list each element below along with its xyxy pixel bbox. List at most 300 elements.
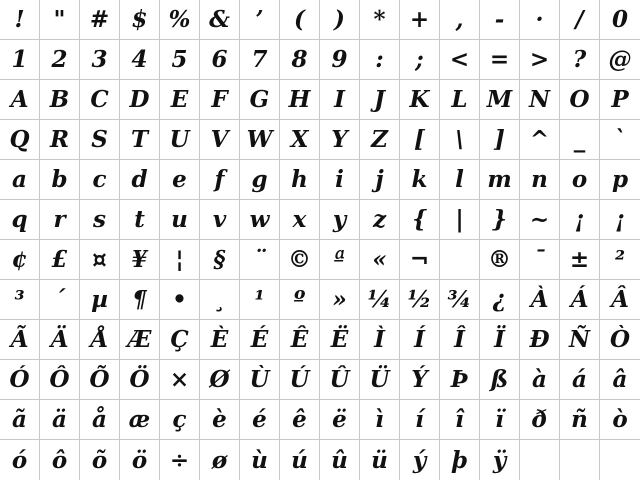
- glyph-cell[interactable]: [400, 360, 440, 400]
- glyph-cell[interactable]: [120, 160, 160, 200]
- glyph-character: A: [10, 86, 29, 113]
- glyph-cell[interactable]: [40, 200, 80, 240]
- glyph-cell[interactable]: [80, 160, 120, 200]
- glyph-cell[interactable]: [520, 320, 560, 360]
- glyph-cell[interactable]: [320, 80, 360, 120]
- glyph-cell[interactable]: [40, 240, 80, 280]
- glyph-cell[interactable]: [120, 320, 160, 360]
- glyph-character: h: [291, 166, 308, 193]
- glyph-cell[interactable]: [0, 40, 40, 80]
- glyph-cell[interactable]: [400, 280, 440, 320]
- glyph-cell[interactable]: [240, 400, 280, 440]
- glyph-cell[interactable]: [600, 160, 640, 200]
- glyph-cell[interactable]: [440, 320, 480, 360]
- glyph-character: ): [334, 6, 345, 33]
- glyph-cell[interactable]: [0, 280, 40, 320]
- glyph-character: Ì: [374, 326, 385, 353]
- glyph-cell[interactable]: [480, 0, 520, 40]
- glyph-character: Ö: [129, 366, 150, 393]
- glyph-cell[interactable]: [480, 360, 520, 400]
- glyph-cell[interactable]: [160, 40, 200, 80]
- glyph-character: c: [92, 166, 107, 193]
- glyph-cell[interactable]: [200, 120, 240, 160]
- glyph-cell[interactable]: [480, 120, 520, 160]
- glyph-cell[interactable]: [400, 240, 440, 280]
- glyph-cell[interactable]: [320, 0, 360, 40]
- glyph-character: ¡: [614, 206, 626, 233]
- glyph-cell[interactable]: [280, 400, 320, 440]
- glyph-cell[interactable]: [120, 360, 160, 400]
- glyph-cell[interactable]: [40, 160, 80, 200]
- glyph-character: d: [131, 166, 148, 193]
- glyph-cell[interactable]: [560, 360, 600, 400]
- glyph-cell[interactable]: [360, 0, 400, 40]
- glyph-character: Ø: [209, 366, 230, 393]
- glyph-character: E: [170, 86, 189, 113]
- glyph-character: í: [415, 406, 424, 433]
- glyph-cell[interactable]: [400, 80, 440, 120]
- glyph-character: z: [372, 206, 387, 233]
- glyph-cell[interactable]: [160, 360, 200, 400]
- glyph-cell[interactable]: [320, 240, 360, 280]
- glyph-character: ë: [332, 406, 347, 433]
- glyph-cell[interactable]: [160, 280, 200, 320]
- glyph-cell[interactable]: [120, 440, 160, 480]
- glyph-cell[interactable]: [520, 280, 560, 320]
- glyph-character: $: [131, 6, 148, 33]
- glyph-character: ": [53, 6, 66, 33]
- glyph-character: *: [373, 6, 386, 33]
- glyph-cell[interactable]: [520, 40, 560, 80]
- glyph-cell[interactable]: [80, 400, 120, 440]
- glyph-cell[interactable]: [320, 40, 360, 80]
- glyph-cell[interactable]: [440, 200, 480, 240]
- glyph-character: þ: [451, 446, 468, 474]
- glyph-cell[interactable]: [600, 360, 640, 400]
- glyph-character: ]: [494, 126, 505, 153]
- glyph-character: Í: [414, 326, 425, 353]
- glyph-character: Ï: [494, 326, 505, 353]
- glyph-cell[interactable]: [200, 240, 240, 280]
- glyph-character: ’: [255, 6, 264, 33]
- glyph-character: +: [409, 6, 430, 33]
- glyph-cell[interactable]: [360, 120, 400, 160]
- glyph-character: ¡: [574, 206, 585, 233]
- glyph-cell[interactable]: [200, 200, 240, 240]
- glyph-cell[interactable]: [520, 360, 560, 400]
- glyph-cell[interactable]: [320, 440, 360, 480]
- glyph-cell[interactable]: [200, 320, 240, 360]
- glyph-character: ÿ: [492, 446, 507, 474]
- glyph-character: &: [209, 6, 230, 33]
- glyph-character: §: [213, 246, 226, 273]
- glyph-cell[interactable]: [400, 160, 440, 200]
- glyph-character: 5: [171, 46, 188, 73]
- glyph-cell[interactable]: [280, 0, 320, 40]
- glyph-character: À: [530, 286, 549, 313]
- glyph-cell[interactable]: [240, 360, 280, 400]
- glyph-character: %: [168, 6, 191, 33]
- glyph-character: ¸: [213, 286, 226, 313]
- glyph-character: Z: [371, 126, 388, 153]
- glyph-cell[interactable]: [360, 320, 400, 360]
- glyph-character: o: [571, 166, 588, 193]
- glyph-character: =: [489, 46, 510, 73]
- glyph-character: µ: [91, 286, 108, 313]
- glyph-cell[interactable]: [320, 400, 360, 440]
- glyph-character: É: [250, 326, 269, 353]
- glyph-character: I: [334, 86, 345, 113]
- glyph-character: ¦: [175, 246, 184, 273]
- glyph-character: ¬: [409, 246, 430, 273]
- glyph-character: 6: [211, 46, 228, 73]
- glyph-cell[interactable]: [0, 360, 40, 400]
- glyph-character: ³: [14, 286, 25, 313]
- glyph-cell[interactable]: [80, 440, 120, 480]
- glyph-cell[interactable]: [160, 160, 200, 200]
- glyph-cell[interactable]: [240, 280, 280, 320]
- glyph-character: s: [93, 206, 106, 233]
- glyph-cell[interactable]: [200, 360, 240, 400]
- glyph-character: e: [172, 166, 187, 193]
- glyph-character: V: [210, 126, 229, 153]
- glyph-character: õ: [91, 446, 108, 474]
- glyph-cell[interactable]: [80, 80, 120, 120]
- glyph-cell[interactable]: [0, 440, 40, 480]
- glyph-character: P: [611, 86, 629, 113]
- glyph-character: M: [486, 86, 513, 113]
- glyph-cell[interactable]: [440, 80, 480, 120]
- glyph-cell[interactable]: [480, 40, 520, 80]
- glyph-character: J: [374, 86, 385, 113]
- glyph-character: »: [332, 286, 347, 313]
- glyph-character: U: [169, 126, 190, 153]
- glyph-cell[interactable]: [440, 0, 480, 40]
- glyph-character: #: [89, 6, 110, 33]
- glyph-cell[interactable]: [0, 200, 40, 240]
- glyph-cell[interactable]: [480, 320, 520, 360]
- glyph-cell[interactable]: [600, 120, 640, 160]
- glyph-cell[interactable]: [480, 440, 520, 480]
- glyph-character: Å: [90, 326, 109, 353]
- glyph-cell[interactable]: [440, 40, 480, 80]
- glyph-cell[interactable]: [560, 280, 600, 320]
- glyph-cell[interactable]: [320, 200, 360, 240]
- glyph-character: Æ: [127, 326, 152, 353]
- glyph-cell[interactable]: [400, 400, 440, 440]
- glyph-cell[interactable]: [560, 400, 600, 440]
- glyph-cell[interactable]: [280, 320, 320, 360]
- glyph-cell[interactable]: [360, 440, 400, 480]
- glyph-character: 2: [51, 46, 68, 73]
- glyph-cell[interactable]: [120, 280, 160, 320]
- glyph-cell[interactable]: [40, 0, 80, 40]
- glyph-cell[interactable]: [600, 40, 640, 80]
- glyph-cell[interactable]: [520, 240, 560, 280]
- glyph-cell[interactable]: [400, 200, 440, 240]
- glyph-cell[interactable]: [80, 320, 120, 360]
- glyph-cell[interactable]: [520, 0, 560, 40]
- glyph-cell[interactable]: [120, 400, 160, 440]
- glyph-cell[interactable]: [120, 120, 160, 160]
- glyph-character: å: [92, 406, 107, 433]
- glyph-cell[interactable]: [160, 320, 200, 360]
- glyph-character: Â: [611, 286, 629, 313]
- glyph-character: ª: [333, 246, 346, 273]
- glyph-character: ÷: [169, 446, 190, 474]
- glyph-character: C: [90, 86, 109, 113]
- glyph-character: Õ: [89, 366, 110, 393]
- glyph-cell[interactable]: [360, 360, 400, 400]
- glyph-cell[interactable]: [0, 160, 40, 200]
- glyph-cell[interactable]: [440, 440, 480, 480]
- glyph-cell[interactable]: [480, 400, 520, 440]
- glyph-cell[interactable]: [0, 120, 40, 160]
- glyph-cell[interactable]: [0, 240, 40, 280]
- glyph-cell[interactable]: [240, 80, 280, 120]
- glyph-cell[interactable]: [480, 200, 520, 240]
- glyph-cell[interactable]: [440, 400, 480, 440]
- glyph-character: á: [572, 366, 587, 393]
- glyph-cell[interactable]: [160, 400, 200, 440]
- glyph-cell[interactable]: [200, 400, 240, 440]
- glyph-cell[interactable]: [80, 240, 120, 280]
- glyph-character: N: [528, 86, 551, 113]
- glyph-cell[interactable]: [440, 280, 480, 320]
- glyph-cell[interactable]: [40, 320, 80, 360]
- glyph-cell[interactable]: [560, 200, 600, 240]
- glyph-cell[interactable]: [160, 0, 200, 40]
- glyph-character: <: [449, 46, 470, 73]
- glyph-character: Ä: [50, 326, 69, 353]
- glyph-cell[interactable]: [160, 440, 200, 480]
- glyph-cell[interactable]: [200, 160, 240, 200]
- glyph-character: ò: [612, 406, 628, 433]
- glyph-character: ß: [490, 366, 509, 393]
- glyph-cell[interactable]: [280, 160, 320, 200]
- glyph-cell[interactable]: [240, 440, 280, 480]
- glyph-cell[interactable]: [600, 320, 640, 360]
- glyph-cell[interactable]: [320, 160, 360, 200]
- glyph-cell[interactable]: [40, 400, 80, 440]
- glyph-cell[interactable]: [40, 360, 80, 400]
- glyph-cell[interactable]: [240, 320, 280, 360]
- glyph-cell[interactable]: [320, 120, 360, 160]
- glyph-cell[interactable]: [560, 80, 600, 120]
- glyph-character: l: [455, 166, 464, 193]
- glyph-cell[interactable]: [200, 0, 240, 40]
- glyph-cell[interactable]: [80, 0, 120, 40]
- glyph-cell[interactable]: [120, 80, 160, 120]
- glyph-cell[interactable]: [400, 320, 440, 360]
- glyph-cell[interactable]: [160, 240, 200, 280]
- glyph-character: ±: [569, 246, 590, 273]
- glyph-cell[interactable]: [560, 320, 600, 360]
- glyph-cell[interactable]: [560, 40, 600, 80]
- glyph-character: i: [335, 166, 344, 193]
- glyph-cell[interactable]: [480, 80, 520, 120]
- glyph-cell[interactable]: [280, 360, 320, 400]
- glyph-cell[interactable]: [0, 80, 40, 120]
- glyph-cell[interactable]: [320, 320, 360, 360]
- glyph-character: ¿: [492, 286, 507, 313]
- glyph-character: ö: [131, 446, 148, 474]
- glyph-cell[interactable]: [360, 280, 400, 320]
- glyph-cell[interactable]: [440, 120, 480, 160]
- glyph-character: H: [288, 86, 311, 113]
- glyph-cell[interactable]: [160, 200, 200, 240]
- glyph-cell[interactable]: [440, 360, 480, 400]
- glyph-cell[interactable]: [440, 160, 480, 200]
- glyph-cell[interactable]: [200, 80, 240, 120]
- glyph-cell[interactable]: [600, 200, 640, 240]
- glyph-character: R: [49, 126, 70, 153]
- glyph-character: ô: [51, 446, 68, 474]
- glyph-character: ¾: [447, 286, 472, 313]
- glyph-character: @: [608, 46, 632, 73]
- glyph-cell[interactable]: [200, 440, 240, 480]
- glyph-cell[interactable]: [240, 160, 280, 200]
- glyph-character: ó: [11, 446, 28, 474]
- glyph-cell[interactable]: [280, 120, 320, 160]
- glyph-cell[interactable]: [280, 200, 320, 240]
- glyph-cell[interactable]: [80, 200, 120, 240]
- glyph-cell[interactable]: [600, 400, 640, 440]
- glyph-cell[interactable]: [600, 80, 640, 120]
- glyph-cell[interactable]: [440, 240, 480, 280]
- glyph-character: `: [614, 126, 626, 153]
- glyph-cell[interactable]: [480, 280, 520, 320]
- glyph-cell[interactable]: [280, 40, 320, 80]
- glyph-cell[interactable]: [40, 40, 80, 80]
- glyph-cell[interactable]: [0, 400, 40, 440]
- glyph-cell[interactable]: [280, 80, 320, 120]
- glyph-cell[interactable]: [360, 160, 400, 200]
- glyph-cell[interactable]: [160, 80, 200, 120]
- glyph-cell[interactable]: [600, 440, 640, 480]
- glyph-cell[interactable]: [400, 120, 440, 160]
- glyph-cell[interactable]: [280, 280, 320, 320]
- glyph-character: Û: [329, 366, 350, 393]
- glyph-character: Ù: [249, 366, 270, 393]
- glyph-cell[interactable]: [240, 240, 280, 280]
- glyph-cell[interactable]: [560, 160, 600, 200]
- glyph-cell[interactable]: [120, 200, 160, 240]
- glyph-cell[interactable]: [600, 0, 640, 40]
- glyph-character: Ð: [529, 326, 550, 353]
- glyph-cell[interactable]: [560, 240, 600, 280]
- glyph-cell[interactable]: [320, 280, 360, 320]
- glyph-cell[interactable]: [560, 120, 600, 160]
- glyph-cell[interactable]: [520, 120, 560, 160]
- glyph-cell[interactable]: [600, 280, 640, 320]
- glyph-character: ¢: [11, 246, 28, 273]
- glyph-character: v: [212, 206, 227, 233]
- glyph-character: Q: [9, 126, 30, 153]
- glyph-cell[interactable]: [360, 400, 400, 440]
- glyph-character: Ë: [330, 326, 349, 353]
- glyph-cell[interactable]: [280, 240, 320, 280]
- glyph-character: x: [292, 206, 307, 233]
- glyph-cell[interactable]: [240, 0, 280, 40]
- glyph-cell[interactable]: [200, 280, 240, 320]
- glyph-cell[interactable]: [520, 200, 560, 240]
- glyph-cell[interactable]: [560, 440, 600, 480]
- glyph-cell[interactable]: [200, 40, 240, 80]
- glyph-cell[interactable]: [240, 40, 280, 80]
- glyph-cell[interactable]: [280, 440, 320, 480]
- glyph-cell[interactable]: [40, 280, 80, 320]
- glyph-character: !: [14, 6, 25, 33]
- glyph-cell[interactable]: [400, 0, 440, 40]
- glyph-character: ê: [292, 406, 307, 433]
- glyph-character: Þ: [450, 366, 469, 393]
- glyph-cell[interactable]: [40, 80, 80, 120]
- glyph-character: B: [49, 86, 70, 113]
- glyph-cell[interactable]: [560, 0, 600, 40]
- glyph-character: /: [575, 6, 584, 33]
- glyph-character: K: [409, 86, 430, 113]
- glyph-cell[interactable]: [40, 120, 80, 160]
- glyph-character: à: [532, 366, 547, 393]
- glyph-character: u: [171, 206, 188, 233]
- glyph-character: ®: [488, 246, 511, 273]
- glyph-cell[interactable]: [520, 440, 560, 480]
- glyph-cell[interactable]: [120, 0, 160, 40]
- glyph-cell[interactable]: [240, 120, 280, 160]
- glyph-character: î: [455, 406, 464, 433]
- glyph-character: 3: [91, 46, 108, 73]
- glyph-cell[interactable]: [120, 240, 160, 280]
- glyph-cell[interactable]: [80, 120, 120, 160]
- glyph-cell[interactable]: [360, 40, 400, 80]
- glyph-cell[interactable]: [360, 80, 400, 120]
- glyph-character: ~: [529, 206, 550, 233]
- glyph-cell[interactable]: [520, 400, 560, 440]
- glyph-character: _: [573, 126, 586, 153]
- glyph-cell[interactable]: [360, 200, 400, 240]
- glyph-cell[interactable]: [320, 360, 360, 400]
- glyph-cell[interactable]: [480, 160, 520, 200]
- glyph-character: ä: [52, 406, 67, 433]
- glyph-cell[interactable]: [400, 40, 440, 80]
- glyph-cell[interactable]: [600, 240, 640, 280]
- glyph-cell[interactable]: [400, 440, 440, 480]
- glyph-character: £: [51, 246, 68, 273]
- glyph-cell[interactable]: [520, 160, 560, 200]
- glyph-cell[interactable]: [80, 40, 120, 80]
- glyph-cell[interactable]: [480, 240, 520, 280]
- glyph-cell[interactable]: [240, 200, 280, 240]
- glyph-cell[interactable]: [520, 80, 560, 120]
- glyph-cell[interactable]: [80, 280, 120, 320]
- glyph-cell[interactable]: [80, 360, 120, 400]
- glyph-cell[interactable]: [0, 320, 40, 360]
- glyph-character: X: [290, 126, 309, 153]
- glyph-character: k: [411, 166, 428, 193]
- glyph-character: Ò: [609, 326, 631, 353]
- glyph-character: 9: [331, 46, 348, 73]
- glyph-character: ð: [531, 406, 548, 433]
- glyph-cell[interactable]: [160, 120, 200, 160]
- glyph-cell[interactable]: [40, 440, 80, 480]
- glyph-cell[interactable]: [120, 40, 160, 80]
- glyph-cell[interactable]: [0, 0, 40, 40]
- glyph-character: ý: [412, 446, 427, 474]
- glyph-character: ^: [529, 126, 550, 153]
- glyph-character: Ê: [290, 326, 309, 353]
- glyph-cell[interactable]: [360, 240, 400, 280]
